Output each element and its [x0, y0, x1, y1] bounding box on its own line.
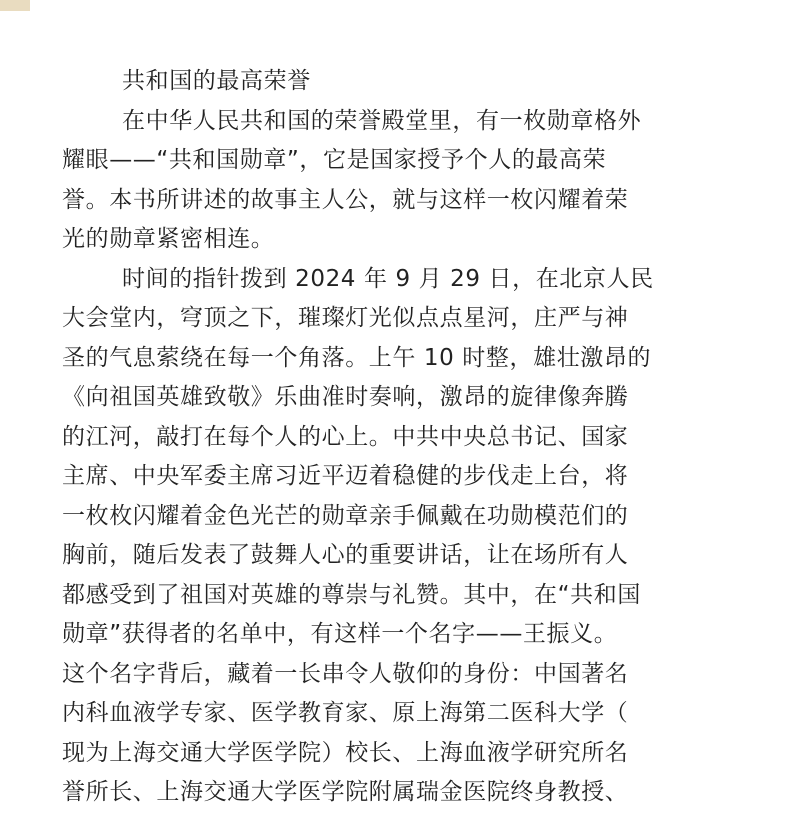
text-line: 内科血液学专家、医学教育家、原上海第二医科大学（	[62, 700, 629, 726]
text-line: 耀眼——“共和国勋章”，它是国家授予个人的最高荣	[62, 147, 607, 173]
text-line: 誉。本书所讲述的故事主人公，就与这样一枚闪耀着荣	[62, 186, 629, 213]
text-line: 誉所长、上海交通大学医学院附属瑞金医院终身教授、	[62, 779, 629, 805]
text-line: 时间的指针拨到 2024 年 9 月 29 日，在北京人民	[122, 265, 654, 292]
text-line: 在中华人民共和国的荣誉殿堂里，有一枚勋章格外	[122, 107, 642, 134]
text-line: 《向祖国英雄致敬》乐曲准时奏响，激昂的旋律像奔腾	[62, 384, 629, 410]
section-title: 共和国的最高荣誉	[122, 68, 311, 94]
text-line: 圣的气息萦绕在每一个角落。上午 10 时整，雄壮激昂的	[62, 344, 652, 371]
paragraph-1	[62, 102, 762, 260]
text-line: 这个名字背后，藏着一长串令人敬仰的身份：中国著名	[62, 660, 629, 687]
text-line: 勋章”获得者的名单中，有这样一个名字——王振义。	[62, 621, 618, 647]
text-line: 主席、中央军委主席习近平迈着稳健的步伐走上台，将	[62, 463, 629, 489]
text-line: 大会堂内，穹顶之下，璀璨灯光似点点星河，庄严与神	[62, 305, 629, 331]
text-line: 胸前，随后发表了鼓舞人心的重要讲话，让在场所有人	[62, 542, 629, 568]
text-line: 都感受到了祖国对英雄的尊崇与礼赞。其中，在“共和国	[62, 581, 641, 608]
text-line: 现为上海交通大学医学院）校长、上海血液学研究所名	[62, 739, 629, 766]
text-line: 的江河，敲打在每个人的心上。中共中央总书记、国家	[62, 423, 629, 450]
text-line: 光的勋章紧密相连。	[62, 226, 275, 252]
corner-decoration	[0, 0, 30, 11]
document-page	[62, 62, 762, 813]
paragraph-2	[62, 260, 762, 813]
text-line: 一枚枚闪耀着金色光芒的勋章亲手佩戴在功勋模范们的	[62, 502, 629, 529]
